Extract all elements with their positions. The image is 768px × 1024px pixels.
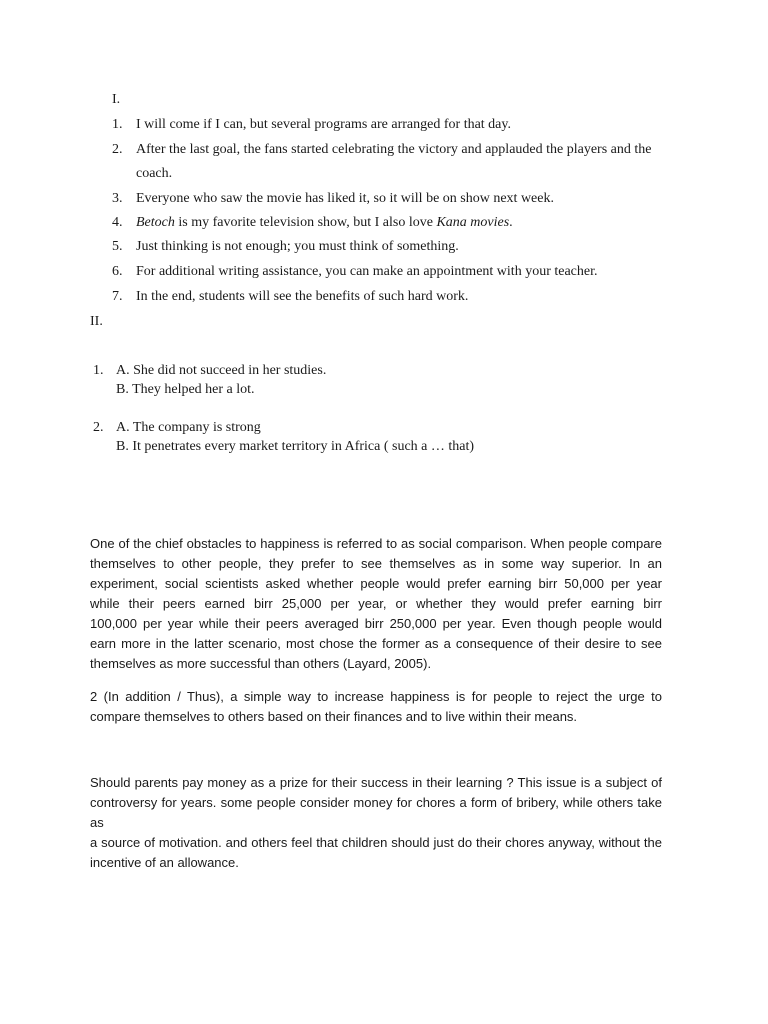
list-item-text-continued: coach.	[136, 166, 173, 181]
list-item-number: 2.	[93, 420, 104, 435]
list-item-number: 5.	[112, 239, 123, 254]
paragraph-exercise-connector	[90, 687, 662, 727]
paragraph-line: 2 (In addition / Thus), a simple way to increase happiness is for people to reject the urge to	[90, 689, 662, 704]
italic-term-betoch: Betoch	[136, 215, 175, 230]
list-item-number: 7.	[112, 289, 123, 304]
sentence-b: B. It penetrates every market territory in Africa ( such a … that)	[116, 439, 475, 454]
list-item-text: I will come if I can, but several programs are arranged for that day.	[136, 117, 511, 132]
list-item-number: 3.	[112, 191, 123, 206]
list-item-number: 1.	[112, 117, 123, 132]
sentence-b: B. They helped her a lot.	[116, 382, 255, 397]
paragraph-allowance	[90, 773, 662, 873]
list-item-text: Everyone who saw the movie has liked it, so it will be on show next week.	[136, 191, 554, 206]
paragraph-line: compare themselves to others based on their finances and to live within their means.	[90, 709, 578, 724]
section-one-label: I.	[112, 92, 121, 107]
sentence-a: A. The company is strong	[116, 420, 261, 435]
list-item-number: 2.	[112, 142, 123, 157]
list-item-number: 6.	[112, 264, 123, 279]
list-item-text: In the end, students will see the benefits of such hard work.	[136, 289, 469, 304]
sentence-a: A. She did not succeed in her studies.	[116, 363, 327, 378]
list-item-text-middle: is my favorite television show, but I also love	[174, 215, 437, 230]
paragraph-line: themselves as more successful than others (Layard, 2005).	[90, 656, 432, 671]
paragraph-line: while their peers earned birr 25,000 per year, or whether they would prefer earning birr	[90, 596, 662, 611]
italic-term-kana: Kana movies	[436, 215, 510, 230]
paragraph-line: themselves to other people, they prefer to see themselves as in some way superior. In an	[90, 556, 662, 571]
paragraph-line: Should parents pay money as a prize for their success in their learning ? This issue is a subject of	[90, 775, 662, 790]
paragraph-social-comparison	[90, 534, 662, 674]
paragraph-line: experiment, social scientists asked whether people would prefer earning birr 50,000 per year	[90, 576, 662, 591]
list-item-number: 4.	[112, 215, 123, 230]
list-item-text: For additional writing assistance, you can make an appointment with your teacher.	[136, 264, 598, 279]
paragraph-line: incentive of an allowance.	[90, 855, 239, 870]
paragraph-line: controversy for years. some people consider money for chores a form of bribery, while others take as	[90, 795, 662, 830]
list-item-text: Just thinking is not enough; you must think of something.	[136, 239, 459, 254]
paragraph-line: 100,000 per year while their peers averaged birr 250,000 per year. Even though people would	[90, 616, 662, 631]
paragraph-line: a source of motivation. and others feel that children should just do their chores anyway, without the	[90, 835, 662, 850]
list-item-text: After the last goal, the fans started celebrating the victory and applauded the players and the	[136, 142, 652, 157]
list-item-text	[136, 215, 513, 231]
paragraph-line: One of the chief obstacles to happiness is referred to as social comparison. When people compare	[90, 536, 662, 551]
paragraph-line: earn more in the latter scenario, most chose the former as a consequence of their desire to see	[90, 636, 662, 651]
section-two-label: II.	[90, 314, 103, 329]
list-item-text-end: .	[509, 215, 513, 230]
list-item-number: 1.	[93, 363, 104, 378]
